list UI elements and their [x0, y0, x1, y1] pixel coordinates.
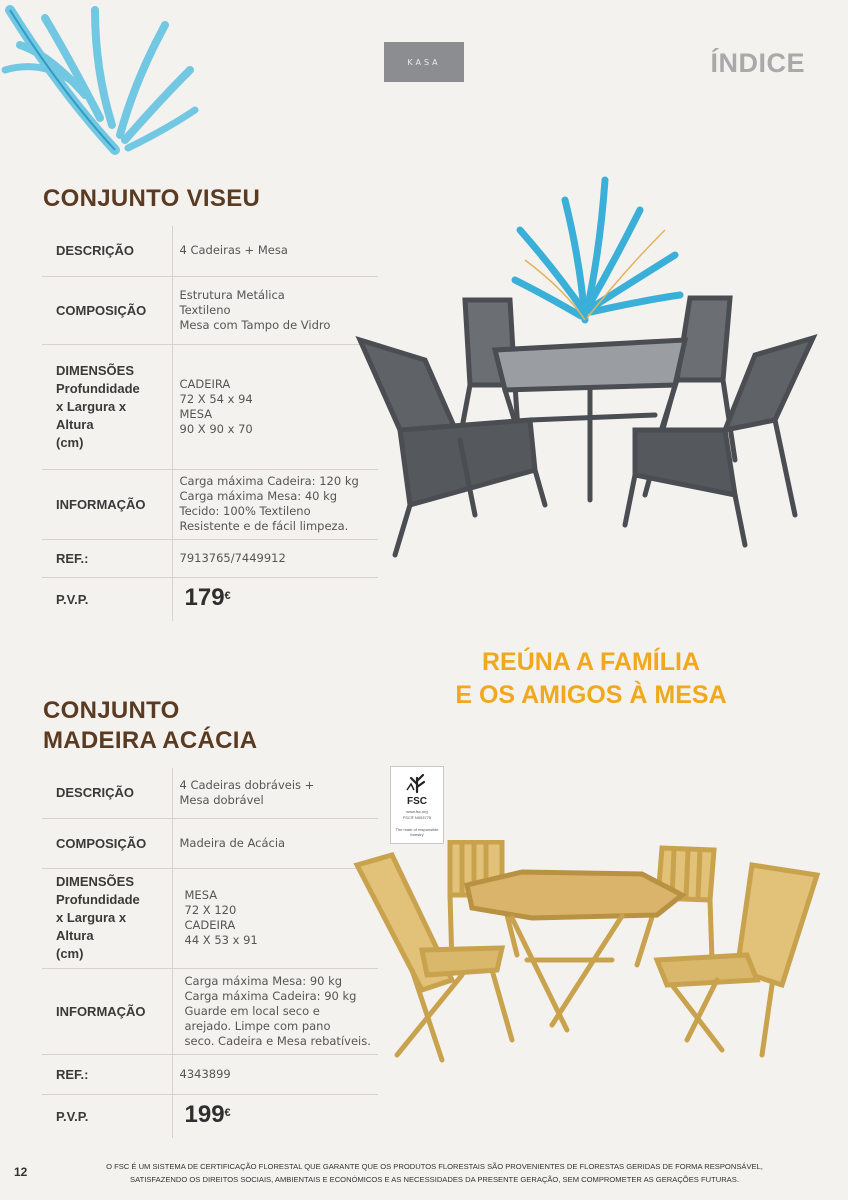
spec-row [42, 1054, 378, 1094]
price-number: 199 [184, 1100, 225, 1128]
spec-value: Madeira de Acácia [172, 818, 378, 868]
spec-label: REF.: [42, 1054, 172, 1094]
spec-value: Carga máxima Mesa: 90 kg Carga máxima Cadeira: 90 kg Guarde em local seco e arejado. Limpe com pano seco. Cadeira e Mesa rebatíveis. [172, 968, 378, 1054]
spec-row [42, 276, 378, 344]
fsc-certification-badge [390, 766, 444, 844]
ref-value: 7913765/7449912 [172, 539, 378, 577]
slogan-line: REÚNA A FAMÍLIA [481, 648, 701, 676]
currency: € [224, 1106, 231, 1119]
title-line: CONJUNTO [43, 697, 180, 724]
spec-label: DIMENSÕES Profundidade x Largura x Altura (cm) [42, 344, 172, 469]
spec-table-acacia [42, 768, 378, 1138]
spec-label: REF.: [42, 539, 172, 577]
title-line: CONJUNTO VISEU [43, 185, 261, 212]
kasa-logo: KASA [384, 42, 464, 82]
price-number: 179 [184, 583, 225, 611]
product-title-acacia [43, 696, 257, 756]
spec-label: INFORMAÇÃO [42, 469, 172, 539]
spec-label: INFORMAÇÃO [42, 968, 172, 1054]
footnote-line: SATISFAZENDO OS DIREITOS SOCIAIS, AMBIENTAIS E ECONÓMICOS E AS NECESSIDADES DA PRESENTE GERAÇÃO, SEM COMPROMETER AS GERAÇÕES FUTURAS. [130, 1175, 739, 1184]
spec-row [42, 868, 378, 968]
spec-label: COMPOSIÇÃO [42, 276, 172, 344]
price-row [42, 1094, 378, 1138]
spec-value: Estrutura Metálica Textileno Mesa com Tampo de Vidro [172, 276, 378, 344]
spec-value: 4 Cadeiras + Mesa [172, 226, 378, 276]
metal-patio-set-image [355, 290, 820, 565]
fsc-code: FSC® N003775 [402, 815, 432, 820]
price-value [172, 577, 378, 621]
spec-value: CADEIRA 72 X 54 x 94 MESA 90 X 90 x 70 [172, 344, 378, 469]
spec-table-viseu [42, 226, 378, 621]
fsc-caption: The mark of responsible forestry [395, 827, 439, 837]
fsc-mark: FSC [407, 796, 427, 807]
spec-value: 4 Cadeiras dobráveis + Mesa dobrável [172, 768, 378, 818]
index-link[interactable]: ÍNDICE [710, 48, 805, 78]
spec-row [42, 768, 378, 818]
price-label: P.V.P. [56, 1108, 89, 1124]
spec-row [42, 469, 378, 539]
currency: € [224, 589, 231, 602]
spec-row [42, 968, 378, 1054]
footnote-line: O FSC É UM SISTEMA DE CERTIFICAÇÃO FLORESTAL QUE GARANTE QUE OS PRODUTOS FLORESTAIS SÃO PROVENIENTES DE FLORESTAS GERIDAS DE FORMA RESPONSÁVEL, [106, 1162, 763, 1171]
spec-label: DIMENSÕES Profundidade x Largura x Altura (cm) [42, 868, 172, 968]
spec-row [42, 344, 378, 469]
slogan-line: E OS AMIGOS À MESA [455, 681, 727, 709]
spec-row [42, 539, 378, 577]
product-title-viseu [43, 184, 260, 214]
page-number: 12 [14, 1165, 28, 1179]
spec-label: COMPOSIÇÃO [42, 818, 172, 868]
spec-label: DESCRIÇÃO [42, 226, 172, 276]
price-row [42, 577, 378, 621]
fsc-footnote [42, 1160, 827, 1186]
spec-value: Carga máxima Cadeira: 120 kg Carga máxima Mesa: 40 kg Tecido: 100% Textileno Resistente e de fácil limpeza. [172, 469, 378, 539]
acacia-wood-set-image [352, 840, 822, 1065]
spec-row [42, 226, 378, 276]
fsc-url: www.fsc.org [406, 809, 428, 814]
ref-value: 4343899 [172, 1054, 378, 1094]
title-line: MADEIRA ACÁCIA [43, 727, 258, 754]
price-value [172, 1094, 378, 1138]
price-label: P.V.P. [56, 591, 89, 607]
slogan [416, 646, 766, 712]
spec-label: DESCRIÇÃO [42, 768, 172, 818]
fsc-tree-icon [404, 772, 430, 794]
spec-row [42, 818, 378, 868]
spec-value: MESA 72 X 120 CADEIRA 44 X 53 x 91 [172, 868, 378, 968]
palm-leaf-decoration [0, 0, 200, 165]
